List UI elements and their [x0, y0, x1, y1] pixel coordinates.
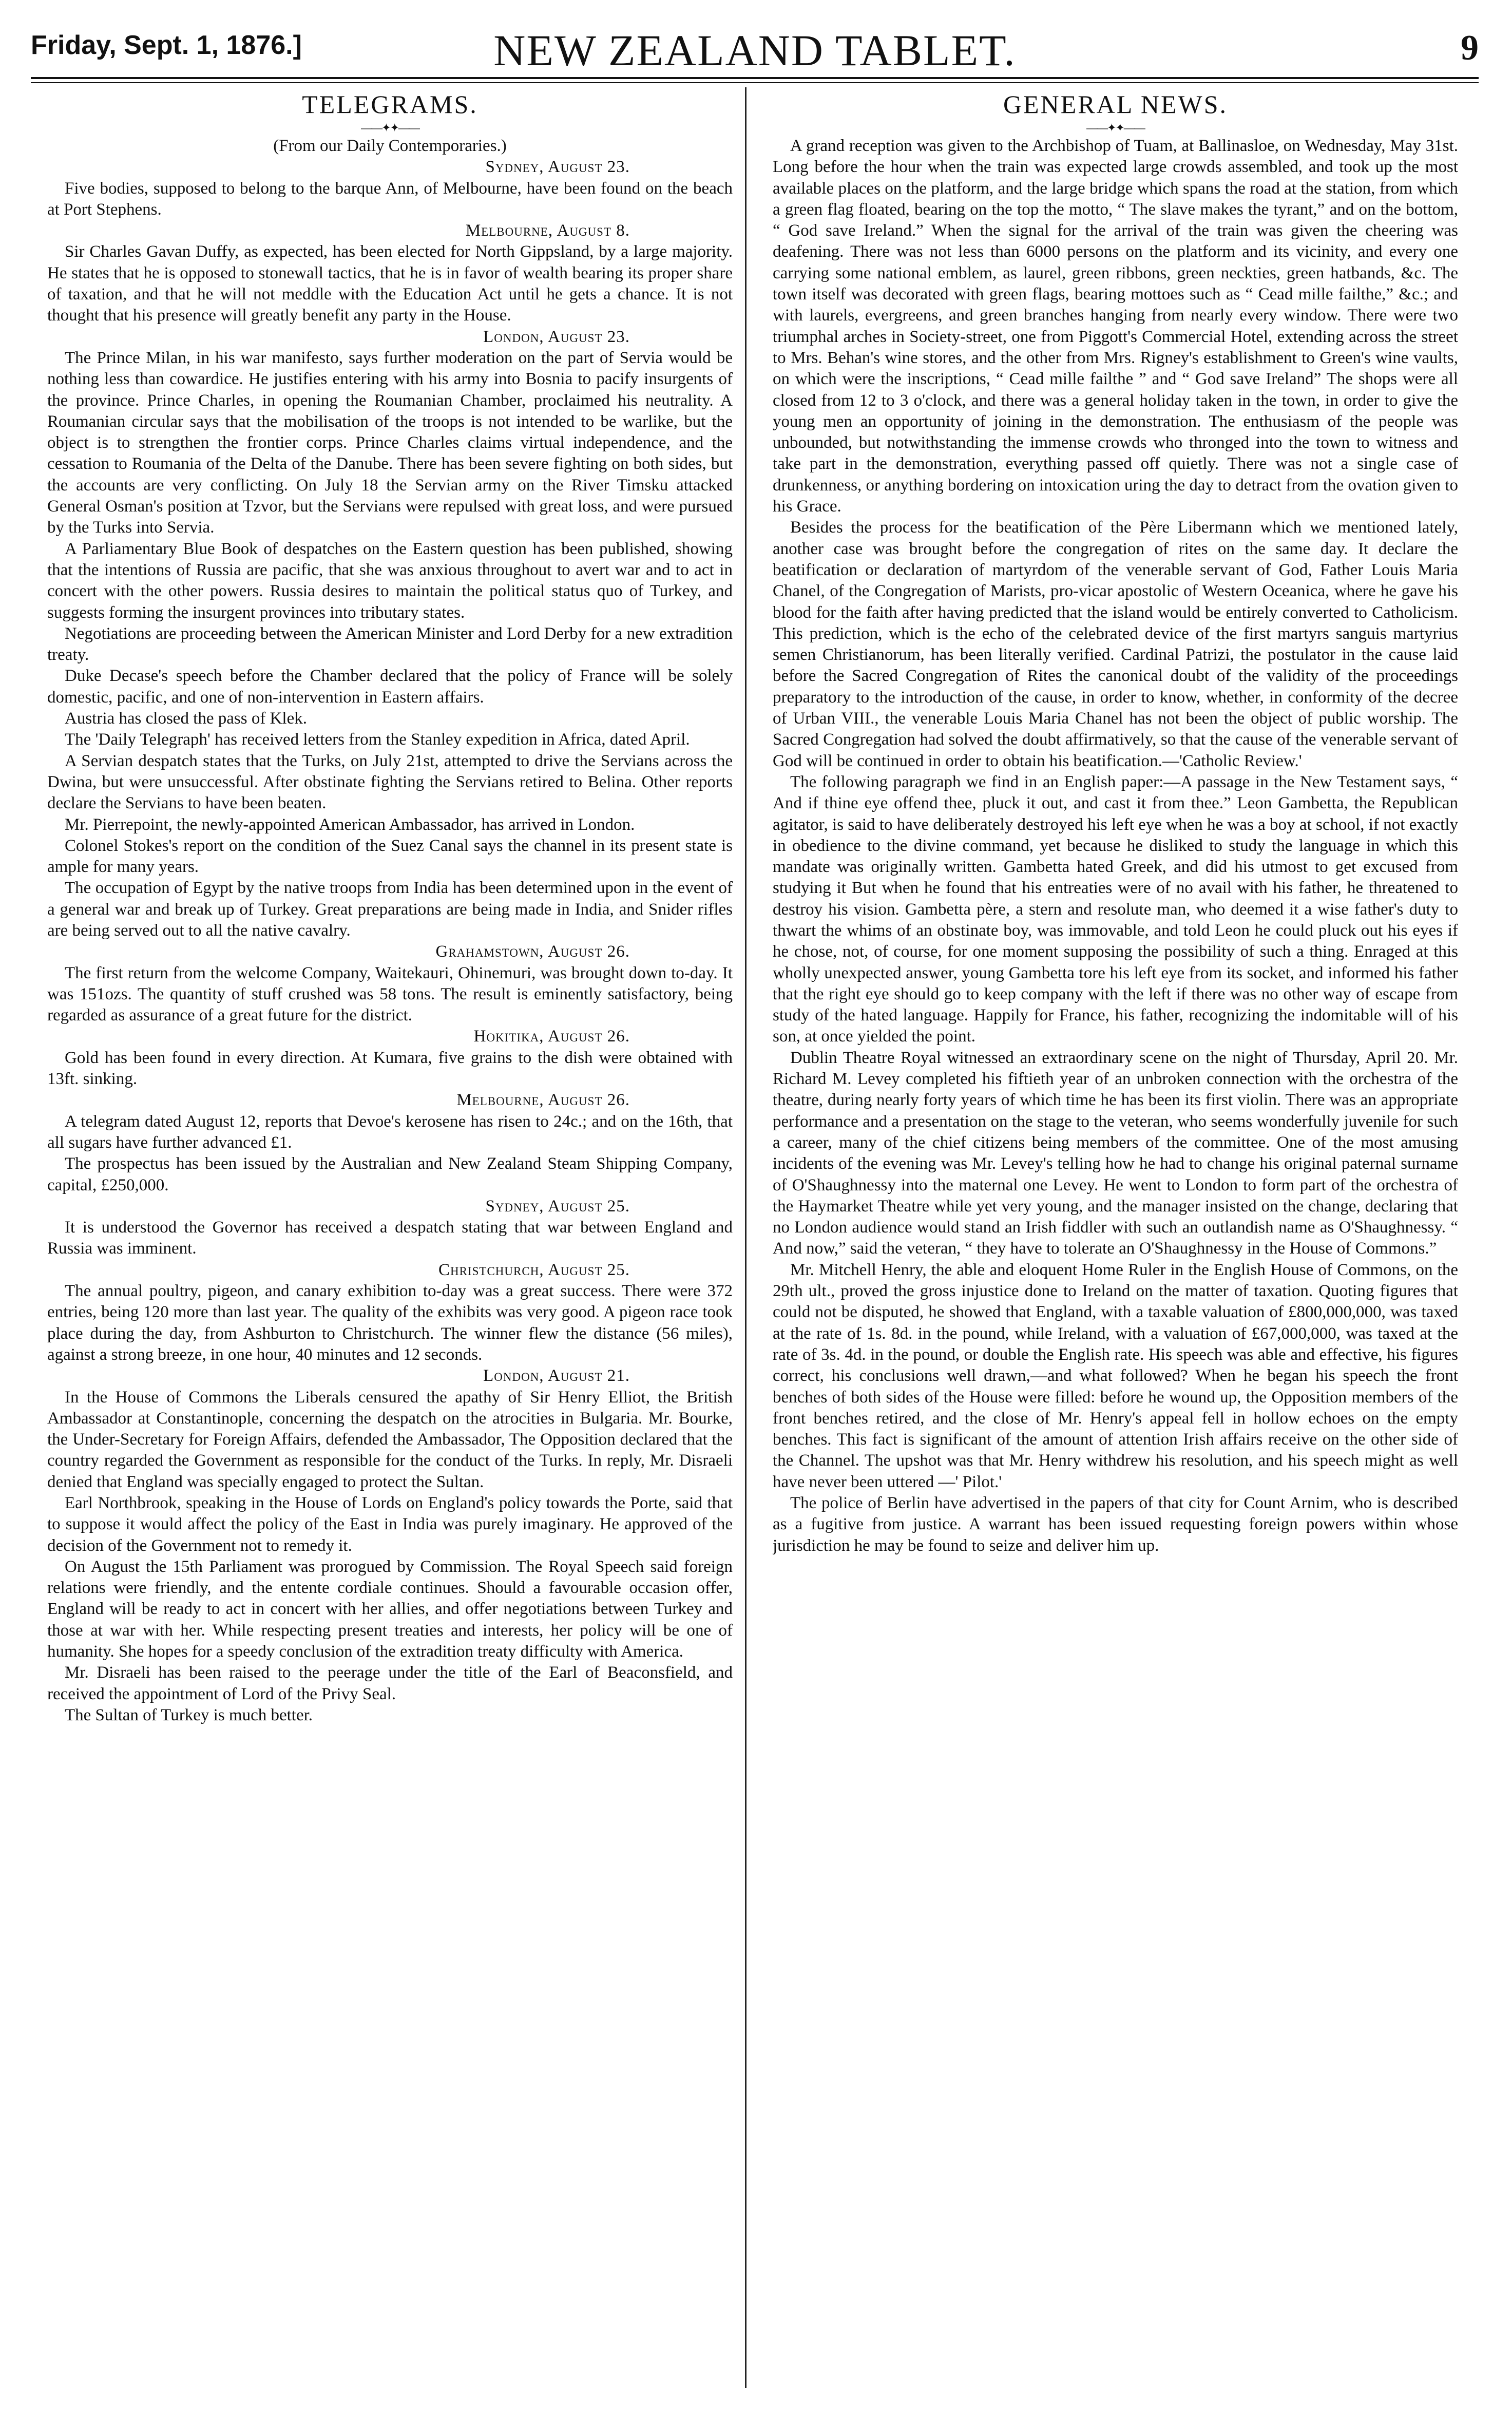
- news-paragraph: Duke Decase's speech before the Chamber declared that the policy of France will be solely domestic, pacific, and one of non-intervention in Eastern affairs.: [47, 667, 733, 707]
- news-paragraph: The annual poultry, pigeon, and canary exhibition to-day was a great success. There were 372 entries, being 120 more than last year. The quality of the exhibits was very good. A pigeon race took place during the day, from Ashburton to Christchurch. The winner flew the distance (56 miles), against a strong breeze, in one hour, 40 minutes and 12 seconds.: [47, 1282, 733, 1364]
- dateline: Grahamstown, August 26.: [435, 942, 630, 961]
- news-paragraph: The occupation of Egypt by the native troops from India has been determined upon in the event of a general war and break up of Turkey. Great preparations are being made in India, and Snider rifles are being served out to all the native cavalry.: [47, 879, 733, 940]
- news-paragraph: Mr. Mitchell Henry, the able and eloquent Home Ruler in the English House of Commons, on the 29th ult., proved the gross injustice done to Ireland on the matter of taxation. Quoting figures that could not be disputed, he showed that England, with a taxable valuation of £800,000,000, was taxed at the rate of 1s. 8d. in the pound, while Ireland, with a valuation of £67,000,000, was taxed at the rate of 3s. 4d. in the pound, or double the English rate. His speech was able and effective, his figures correct, his conclusions well drawn,—and what followed? When he began his speech the front benches of both sides of the House were filled: before he wound up, the Opposition members of the front benches retired, and the close of Mr. Henry's appeal fell in hollow echoes on the empty benches. This fact is significant of the amount of attention Irish affairs receive on the other side of the Channel. The upshot was that Mr. Henry withdrew his resolution, and his speech might as well have never been uttered —' Pilot.': [773, 1260, 1458, 1491]
- news-paragraph: A Parliamentary Blue Book of despatches on the Eastern question has been published, showing that the intentions of Russia are pacific, that she was anxious throughout to avert war and to act in concert with the other powers. Russia desires to maintain the political status quo of Turkey, and suggests forming the insurgent provinces into tributary states.: [47, 539, 733, 622]
- news-paragraph: Austria has closed the pass of Klek.: [65, 709, 307, 728]
- header-rule-thick: [31, 77, 1479, 79]
- news-paragraph: A telegram dated August 12, reports that Devoe's kerosene has risen to 24c.; and on the 16th, that all sugars have further advanced £1.: [47, 1112, 733, 1152]
- page-number: 9: [1461, 28, 1479, 68]
- news-paragraph: The Prince Milan, in his war manifesto, says further moderation on the part of Servia would be nothing less than cowardice. He justifies entering with his army into Bosnia to pacify insurgents of the province. Prince Charles, in opening the Roumanian Chamber, proclaimed his neutrality. A Roumanian circular says that the mobilisation of the troops is not intended to be warlike, but the object is to strengthen the frontier corps. Prince Charles claims virtual independence, and the cessation to Roumania of the Delta of the Danube. There has been severe fighting on both sides, but the accounts are very conflicting. On July 18 the Servian army on the River Timsku attacked General Osman's position at Tzvor, but the Servians were repulsed with great loss, and were pursued by the Turks into Servia.: [47, 348, 733, 537]
- dateline: London, August 21.: [483, 1367, 630, 1386]
- masthead: [31, 21, 1479, 77]
- news-paragraph: Sir Charles Gavan Duffy, as expected, has been elected for North Gippsland, by a large majority. He states that he is opposed to stonewall tactics, that he is in favor of wealth bearing its proper share of taxation, and that he will not meddle with the Education Act until he gets a chance. It is not thought that his presence will greatly benefit any party in the House.: [47, 242, 733, 325]
- dateline: Sydney, August 23.: [485, 158, 630, 177]
- dateline: Melbourne, August 26.: [456, 1091, 630, 1110]
- header-rule-thin: [31, 82, 1479, 83]
- ornament-icon: ——✦✦——: [1086, 121, 1144, 134]
- news-paragraph: A grand reception was given to the Archbishop of Tuam, at Ballinasloe, on Wednesday, May 31st. Long before the hour when the train was expected large crowds assembled, and took up the most available places on the platform, and the large bridge which spans the road at the station, from which a green flag floated, bearing on the top the motto, “ The slave makes the tyrant,” and on the bottom, “ God save Ireland.” When the signal for the arrival of the train was given the cheering was deafening. There was not less than 6000 persons on the platform and its vicinity, and every one carrying some national emblem, as laurel, green ribbons, green neckties, green hatbands, &c. The town itself was decorated with green flags, bearing mottoes such as “ Cead mille failthe,” &c.; and with laurels, evergreens, and green branches hanging from nearly every window. There were two triumphal arches in Society-street, one from Piggott's Commercial Hotel, extending across the street to Mrs. Behan's wine stores, and the other from Mrs. Rigney's establishment to Green's wine vaults, on which were the inscriptions, “ Cead mille failthe ” and “ God save Ireland” The shops were all closed from 12 to 3 o'clock, and there was a general holiday taken in the town, in order to give the young men an opportunity of joining in the demonstration. The enthusiasm of the people was unbounded, but notwithstanding the immense crowds who thronged into the town to witness and take part in the demonstration, everything passed off quietly. There was not a single case of drunkenness, or anything bordering on intoxication uring the day to detract from the ovation given to his Grace.: [773, 137, 1458, 516]
- news-paragraph: Colonel Stokes's report on the condition of the Suez Canal says the channel in its present state is ample for many years.: [47, 836, 733, 877]
- source-note: (From our Daily Contemporaries.): [273, 137, 507, 155]
- general-news-heading: GENERAL NEWS.: [1003, 90, 1228, 119]
- news-paragraph: Besides the process for the beatification of the Père Libermann which we mentioned lately, another case was brought before the congregation of rites on the same day. It declare the beatification or declaration of martyrdom of the venerable servant of God, Father Louis Maria Chanel, of the Congregation of Marists, pro-vicar apostolic of Western Oceanica, where he gave his blood for the faith after having predicted that the island would be entirely converted to Catholicism. This prediction, which is the echo of the celebrated device of the first martyrs sanguis martyrius semen Christianorum, has been literally verified. Cardinal Patrizi, the postulator in the cause laid before the Sacred Congregation of Rites the canonical doubt of the validity of the proceedings preparatory to the introduction of the cause, in order to know, whether, in conformity of the decree of Urban VIII., the venerable Louis Maria Chanel has not been the object of public worship. The Sacred Congregation had solved the doubt affirmatively, so that the cause of the venerable servant of God will be continued in order to obtain his beatification.—'Catholic Review.': [773, 518, 1458, 770]
- news-paragraph: In the House of Commons the Liberals censured the apathy of Sir Henry Elliot, the British Ambassador at Constantinople, concerning the despatch on the atrocities in Bulgaria. Mr. Bourke, the Under-Secretary for Foreign Affairs, defended the Ambassador, The Opposition declared that the country regarded the Government as responsible for the conduct of the Turks. In reply, Mr. Disraeli denied that England was specially engaged to protect the Sultan.: [47, 1388, 733, 1491]
- dateline: London, August 23.: [483, 327, 630, 346]
- news-paragraph: A Servian despatch states that the Turks, on July 21st, attempted to drive the Servians across the Dwina, but were unsuccessful. After obstinate fighting the Servians retired to Belina. Other reports declare the Servians to have been beaten.: [47, 751, 733, 813]
- news-paragraph: The police of Berlin have advertised in the papers of that city for Count Arnim, who is described as a fugitive from justice. A warrant has been issued requesting foreign powers within whose jurisdiction he may be found to seize and deliver him up.: [773, 1494, 1458, 1555]
- news-paragraph: Five bodies, supposed to belong to the barque Ann, of Melbourne, have been found on the beach at Port Stephens.: [47, 179, 733, 219]
- dateline: Christchurch, August 25.: [438, 1260, 630, 1279]
- dateline: Sydney, August 25.: [485, 1197, 630, 1216]
- news-paragraph: Mr. Disraeli has been raised to the peerage under the title of the Earl of Beaconsfield, and received the appointment of Lord of the Privy Seal.: [47, 1663, 733, 1703]
- news-paragraph: The following paragraph we find in an English paper:—A passage in the New Testament says, “ And if thine eye offend thee, pluck it out, and cast it from thee.” Leon Gambetta, the Republican agitator, is said to have deliberately destroyed his left eye when he was a boy at school, if not exactly in obedience to the divine command, yet because he disliked to study the language in which this mandate was originally written. Gambetta hated Greek, and did his utmost to get excused from studying it But when he found that his entreaties were of no avail with his father, he threatened to destroy his vision. Gambetta père, a stern and resolute man, who deemed it a wise father's duty to thwart the whims of an obstinate boy, was immovable, and told Leon he could pluck out his eyes if he chose, not, of course, for one moment supposing the possibility of such a thing. Enraged at this wholly unexpected answer, young Gambetta tore his left eye from its socket, and informed his father that the right eye should go to keep company with the left if there was no other way of escape from study of the hated language. Happily for France, his father, recognizing the indomitable will of his son, at once yielded the point.: [773, 772, 1458, 1046]
- news-paragraph: The first return from the welcome Company, Waitekauri, Ohinemuri, was brought down to-day. It was 151ozs. The quantity of stuff crushed was 58 tons. The result is eminently satisfactory, being regarded as assurance of a great future for the district.: [47, 963, 733, 1025]
- news-paragraph: On August the 15th Parliament was prorogued by Commission. The Royal Speech said foreign relations were friendly, and the entente cordiale continues. Should a favourable occasion offer, England will be ready to act in concert with her allies, and offer negotiations between Turkey and those at war with her. While respecting present treaties and interests, her policy will be one of humanity. She hopes for a speedy conclusion of the extradition treaty difficulty with America.: [47, 1557, 733, 1661]
- dateline: Melbourne, August 8.: [465, 221, 630, 240]
- news-paragraph: The prospectus has been issued by the Australian and New Zealand Steam Shipping Company, capital, £250,000.: [47, 1154, 733, 1194]
- news-paragraph: Mr. Pierrepoint, the newly-appointed American Ambassador, has arrived in London.: [65, 815, 635, 834]
- news-paragraph: Negotiations are proceeding between the American Minister and Lord Derby for a new extradition treaty.: [47, 624, 733, 665]
- news-paragraph: The 'Daily Telegraph' has received letters from the Stanley expedition in Africa, dated April.: [65, 730, 690, 749]
- newspaper-title: NEW ZEALAND TABLET.: [493, 26, 1016, 75]
- issue-date: Friday, Sept. 1, 1876.]: [31, 30, 302, 60]
- news-paragraph: Earl Northbrook, speaking in the House of Lords on England's policy towards the Porte, said that to suppose it would affect the policy of the East in India was purely imaginary. He approved of the decision of the Government not to remedy it.: [47, 1494, 733, 1555]
- column-divider: [745, 87, 747, 2388]
- dateline: Hokitika, August 26.: [473, 1027, 630, 1046]
- news-paragraph: Dublin Theatre Royal witnessed an extraordinary scene on the night of Thursday, April 20. Mr. Richard M. Levey completed his fiftieth year of an unbroken connection with the orchestra of the theatre, during nearly forty years of which time he has been its first violin. There was an appropriate performance and a presentation on the stage to the veteran, who seems wonderfully juvenile for such a career, many of the chief citizens being members of the committee. One of the most amusing incidents of the evening was Mr. Levey's telling how he had to change his original paternal surname of O'Shaughnessy into the maternal one Levey. He went to London to form part of the orchestra of the Haymarket Theatre while yet very young, and the manager insisted on the change, declaring that no London audience would stand an Irish fiddler with such an outlandish name as O'Shaughnessy. “ And now,” said the veteran, “ they have to tolerate an O'Shaughnessy in the House of Commons.”: [773, 1048, 1458, 1258]
- general-news-column: [773, 88, 1458, 2394]
- telegrams-heading: TELEGRAMS.: [302, 90, 478, 119]
- news-paragraph: Gold has been found in every direction. At Kumara, five grains to the dish were obtained with 13ft. sinking.: [47, 1048, 733, 1089]
- telegrams-column: [47, 88, 733, 2394]
- news-paragraph: The Sultan of Turkey is much better.: [65, 1705, 313, 1724]
- ornament-icon: ——✦✦——: [361, 121, 419, 134]
- news-paragraph: It is understood the Governor has received a despatch stating that war between England and Russia was imminent.: [47, 1218, 733, 1258]
